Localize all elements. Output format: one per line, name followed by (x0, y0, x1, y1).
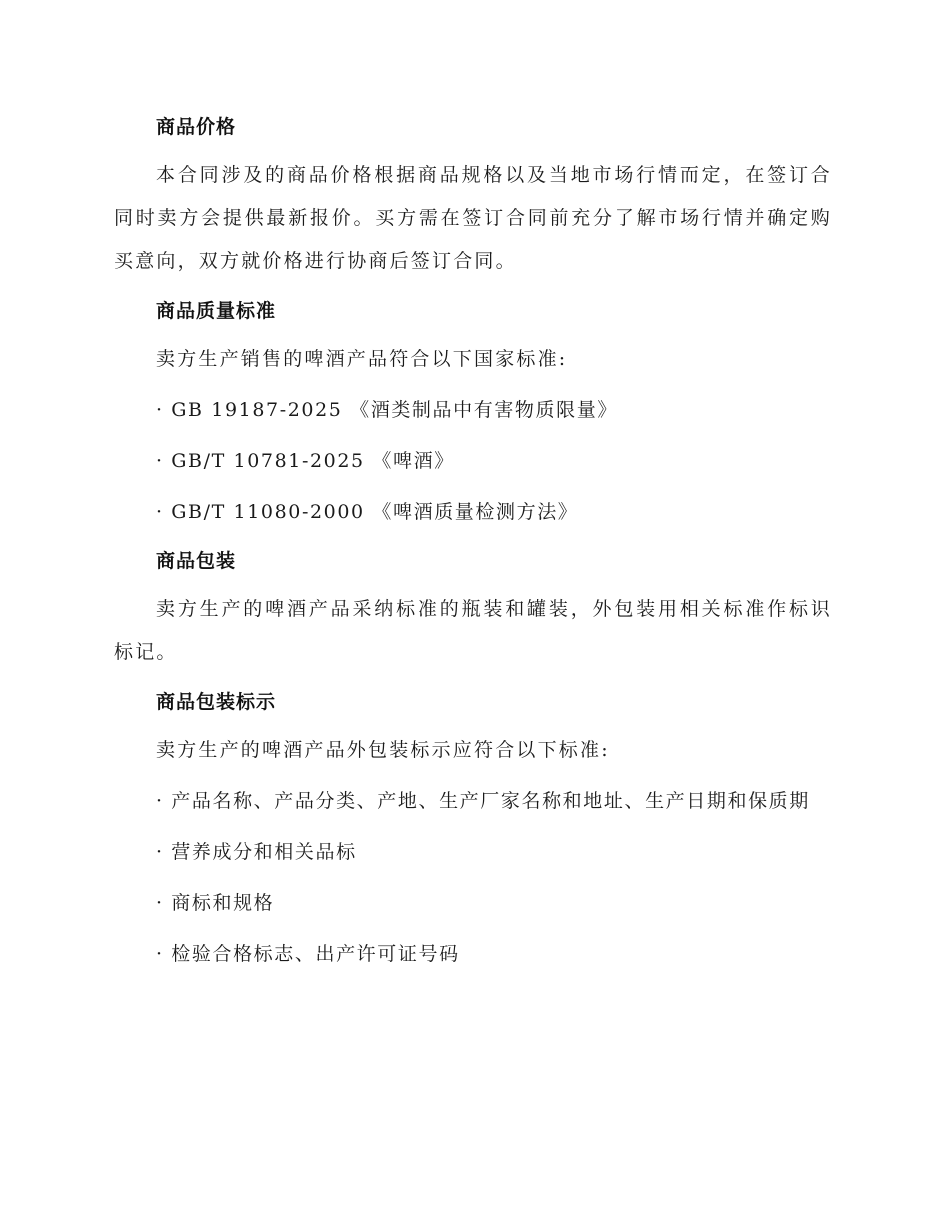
section-paragraph-quality: 卖方生产销售的啤酒产品符合以下国家标准: (156, 348, 568, 370)
section-paragraph-price: 本合同涉及的商品价格根据商品规格以及当地市场行情而定，在签订合同时卖方会提供最新报价。买方需在签订合同前充分了解市场行情并确定购买意向，双方就价格进行协商后签订合同。 (114, 164, 832, 272)
section-paragraph-labeling: 卖方生产的啤酒产品外包装标示应符合以下标准: (156, 739, 610, 761)
list-item-label-1: · 产品名称、产品分类、产地、生产厂家名称和地址、生产日期和保质期 (156, 790, 810, 812)
section-paragraph-packaging: 卖方生产的啤酒产品采纳标准的瓶装和罐装，外包装用相关标准作标识标记。 (114, 598, 832, 663)
section-heading-packaging: 商品包装 (156, 550, 237, 572)
list-item-label-2: · 营养成分和相关品标 (156, 841, 357, 863)
section-heading-quality: 商品质量标准 (156, 300, 277, 322)
list-item-standard-3: · GB/T 11080-2000 《啤酒质量检测方法》 (156, 501, 579, 523)
list-item-label-3: · 商标和规格 (156, 892, 275, 914)
list-item-label-4: · 检验合格标志、出产许可证号码 (156, 943, 460, 965)
section-heading-labeling: 商品包装标示 (156, 691, 277, 713)
list-item-standard-2: · GB/T 10781-2025 《啤酒》 (156, 450, 455, 472)
section-heading-price: 商品价格 (156, 116, 237, 138)
list-item-standard-1: · GB 19187-2025 《酒类制品中有害物质限量》 (156, 399, 618, 421)
document-body (114, 108, 832, 976)
